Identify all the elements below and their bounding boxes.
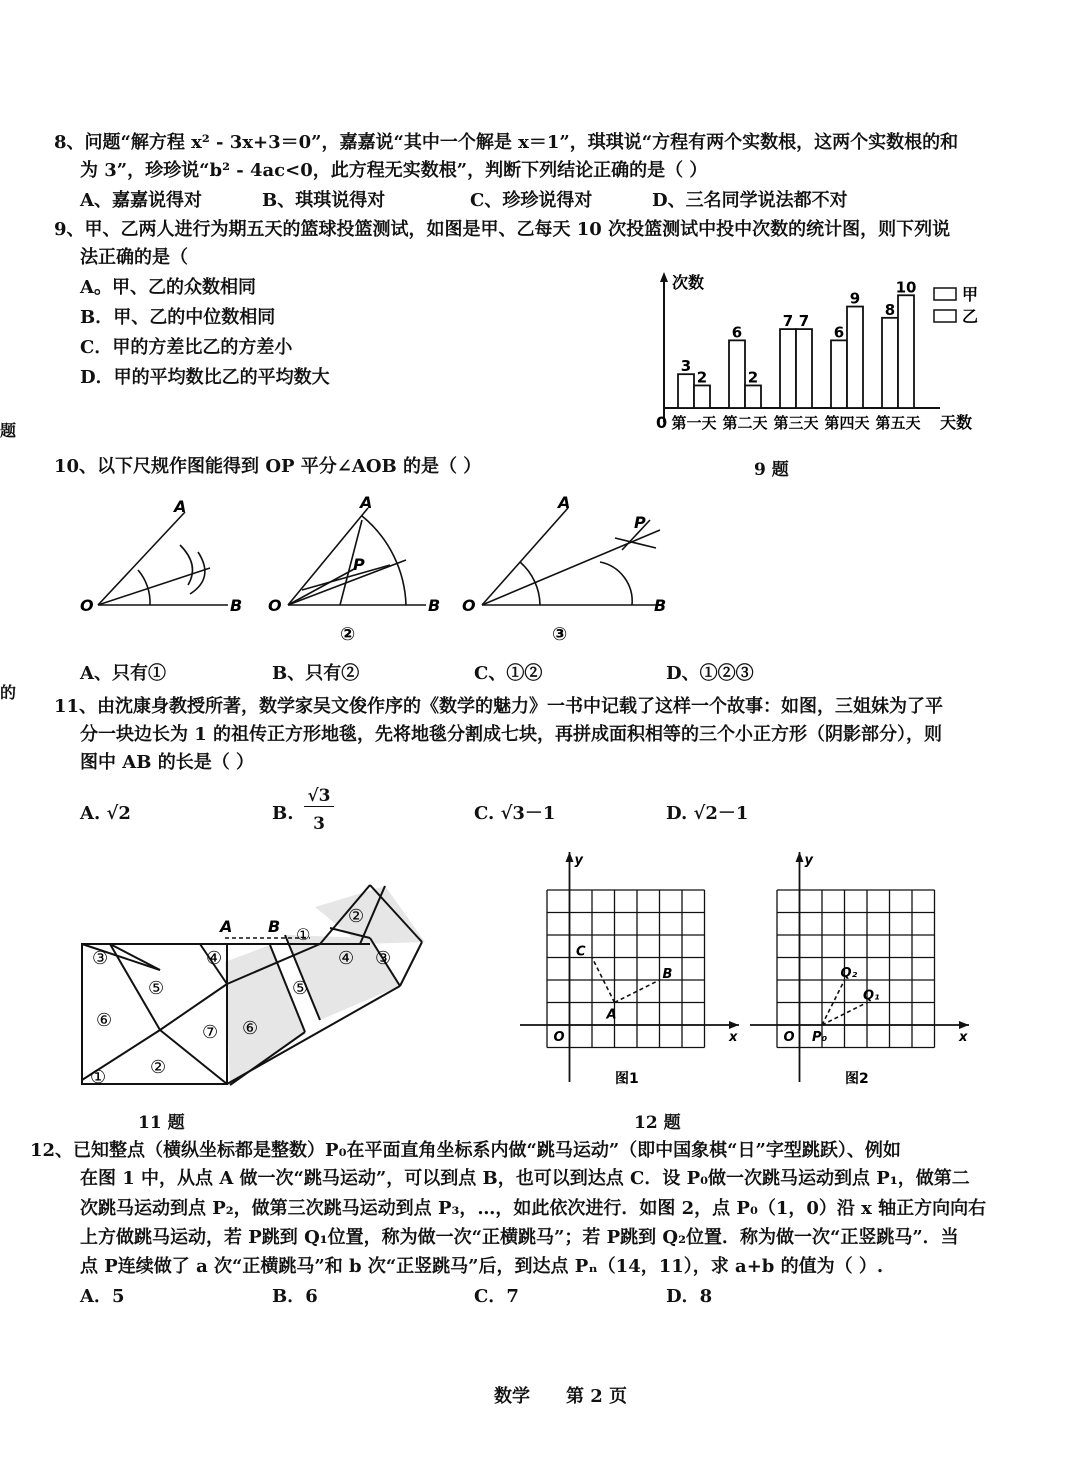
x-axis-label: x [729, 1030, 738, 1045]
bar-yi-4 [847, 307, 863, 408]
x-tick-label: 第四天 [824, 414, 870, 432]
y-axis-label: y [574, 853, 583, 868]
y-axis-arrow [660, 272, 668, 282]
origin-label: 0 [656, 413, 668, 432]
fig2-number: ② [340, 624, 356, 645]
label-b: B [268, 917, 281, 936]
bar-jia-5 [882, 318, 898, 408]
piece-6-right: ⑥ [242, 1018, 259, 1039]
fig2-label-b: B [428, 596, 441, 615]
q9-line1: 9、甲、乙两人进行为期五天的篮球投篮测试，如图是甲、乙每天 10 次投篮测试中投中次数的统计图，则下列说 [54, 219, 951, 240]
piece-5-right: ⑤ [292, 978, 309, 999]
piece-1-left: ① [90, 1067, 107, 1088]
figure-caption: 图2 [845, 1071, 869, 1087]
x-tick-label: 第一天 [671, 414, 717, 432]
q11-option-d: D. √2－1 [666, 803, 749, 824]
legend-swatch-jia [934, 288, 956, 300]
q11-line1: 11、由沈康身教授所著，数学家吴文俊作序的《数学的魅力》一书中记载了这样一个故事：如图，三姐妹为了平 [54, 696, 944, 717]
legend-label-jia: 甲 [962, 285, 979, 304]
q10-figure-1 [98, 512, 228, 605]
q11-caption: 11 题 [138, 1113, 185, 1133]
fig3-number: ③ [552, 624, 568, 645]
q9-option-d: D．甲的平均数比乙的平均数大 [80, 367, 330, 388]
bar-value-label: 6 [731, 323, 743, 342]
origin-label: O [783, 1030, 795, 1045]
q12-line2: 在图 1 中，从点 A 做一次“跳马运动”，可以到点 B，也可以到达点 C．设 P₀做一次跳马运动到点 P₁，做第二 [80, 1168, 970, 1189]
bar-yi-3 [796, 329, 812, 408]
y-axis-arrow [566, 852, 574, 862]
fig1-label-a: A [174, 497, 187, 516]
point-a-label: A [606, 1007, 617, 1023]
fig1-label-b: B [230, 596, 243, 615]
bar-value-label: 6 [833, 323, 845, 342]
bar-value-label: 10 [895, 278, 917, 297]
q12-line1: 12、已知整点（横纵坐标都是整数）P₀在平面直角坐标系内做“跳马运动”（即中国象棋“日”字型跳跃）、例如 [30, 1140, 901, 1161]
bar-value-label: 2 [747, 368, 759, 387]
bar-value-label: 2 [696, 368, 708, 387]
piece-2-left: ② [150, 1057, 167, 1078]
q10-line1: 10、以下尺规作图能得到 OP 平分∠AOB 的是（ ） [54, 456, 482, 477]
point-c-label: C [576, 944, 586, 960]
fig3-label-o: O [462, 596, 476, 615]
q12-line5: 点 P连续做了 a 次“正横跳马”和 b 次“正竖跳马”后，到达点 Pₙ（14，11），求 a+b 的值为（ ）. [80, 1256, 884, 1277]
piece-7: ⑦ [202, 1022, 219, 1043]
q12-line3: 次跳马运动到点 P₂，做第三次跳马运动到点 P₃，…，如此依次进行．如图 2，点 P₀（1，0）沿 x 轴正方向向右 [80, 1198, 987, 1219]
x-axis-arrow [959, 1021, 969, 1029]
margin-mark: 题 [0, 421, 17, 440]
shaded-square-3 [315, 886, 425, 944]
bar-chart [640, 262, 1000, 442]
q11-option-c: C. √3－1 [474, 803, 556, 824]
q10-option-c: C、①② [474, 663, 543, 684]
q12-option-c: C．7 [474, 1286, 519, 1307]
bar-jia-3 [780, 329, 796, 408]
q11-line2: 分一块边长为 1 的祖传正方形地毯，先将地毯分割成七块，再拼成面积相等的三个小正方形（阴影部分），则 [80, 724, 943, 745]
fig2-label-p: P [353, 555, 365, 574]
bar-yi-5 [898, 295, 914, 408]
q8-line1: 8、问题“解方程 x² - 3x+3＝0”，嘉嘉说“其中一个解是 x＝1”，琪琪说“方程有两个实数根，这两个实数根的和 [54, 132, 959, 153]
q8-option-b: B、琪琪说得对 [262, 190, 386, 211]
shaded-square-1 [225, 945, 305, 1085]
q12-figure-2 [745, 848, 975, 1088]
x-axis-arrow [729, 1021, 739, 1029]
q11-figure [70, 880, 440, 1095]
bar-yi-2 [745, 385, 761, 408]
fig3-label-b: B [654, 596, 667, 615]
x-tick-label: 第五天 [875, 414, 921, 432]
q12-figure-1 [515, 848, 745, 1088]
fig2-label-o: O [268, 596, 282, 615]
bar-value-label: 8 [884, 300, 896, 319]
q9-option-c: C．甲的方差比乙的方差小 [80, 337, 293, 358]
y-axis-label: y [804, 853, 813, 868]
point-p0-label: P₀ [812, 1030, 828, 1045]
q9-line2: 法正确的是（ [80, 247, 188, 268]
fig3-label-p: P [634, 513, 646, 532]
legend-label-yi: 乙 [962, 307, 979, 326]
bar-value-label: 7 [782, 312, 794, 331]
piece-4-right: ④ [338, 948, 355, 969]
point-q2-label: Q₂ [840, 966, 858, 981]
q10-option-d: D、①②③ [666, 663, 754, 684]
q8-option-a: A、嘉嘉说得对 [80, 190, 202, 211]
q11-option-b-numerator: √3 [304, 786, 334, 807]
q12-option-d: D．8 [666, 1286, 713, 1307]
bar-value-label: 7 [798, 312, 810, 331]
figure-caption: 图1 [615, 1071, 639, 1087]
piece-1-right: ① [296, 925, 311, 944]
q11-option-a: A. √2 [80, 803, 131, 824]
fig3-label-a: A [558, 493, 571, 512]
x-tick-label: 第二天 [722, 414, 768, 432]
y-axis-label: 次数 [672, 273, 705, 292]
q10-option-b: B、只有② [272, 663, 360, 684]
q12-option-a: A．5 [80, 1286, 125, 1307]
q10-figures [70, 490, 710, 650]
q11-option-b-denominator: 3 [313, 814, 325, 834]
x-tick-label: 第三天 [773, 414, 819, 432]
y-axis-arrow [796, 852, 804, 862]
q9-option-a: A。甲、乙的众数相同 [80, 277, 256, 298]
fig1-label-o: O [80, 596, 94, 615]
piece-5-left: ⑤ [148, 978, 165, 999]
origin-label: O [553, 1030, 565, 1045]
bar-value-label: 3 [680, 357, 692, 376]
q8-option-d: D、三名同学说法都不对 [652, 190, 848, 211]
q12-option-b: B．6 [272, 1286, 318, 1307]
piece-2-right: ② [348, 906, 365, 927]
q9-option-b: B．甲、乙的中位数相同 [80, 307, 276, 328]
q8-option-c: C、珍珍说得对 [470, 190, 593, 211]
q11-line3: 图中 AB 的长是（ ） [80, 752, 254, 773]
label-a: A [220, 917, 233, 936]
piece-4-left: ④ [206, 948, 223, 969]
bar-yi-1 [694, 385, 710, 408]
margin-mark: 的 [0, 683, 17, 702]
q12-caption: 12 题 [634, 1113, 681, 1133]
bar-value-label: 9 [849, 289, 861, 308]
bar-jia-1 [678, 374, 694, 408]
point-b-label: B [662, 967, 673, 982]
bar-jia-2 [729, 340, 745, 408]
q10-option-a: A、只有① [80, 663, 166, 684]
footer-subject: 数学 [494, 1386, 530, 1407]
bar-jia-4 [831, 340, 847, 408]
point-q1-label: Q₁ [863, 988, 880, 1004]
piece-3-right: ③ [375, 948, 392, 969]
fig2-label-a: A [360, 493, 373, 512]
x-axis-label: 天数 [940, 413, 973, 432]
piece-3-left: ③ [92, 948, 109, 969]
q11-option-b-letter: B. [272, 803, 294, 824]
legend-swatch-yi [934, 310, 956, 322]
q9-caption: 9 题 [754, 460, 789, 480]
footer-page: 第 2 页 [566, 1386, 628, 1407]
q8-line2: 为 3”，珍珍说“b² - 4ac<0，此方程无实数根”，判断下列结论正确的是（ ） [80, 160, 708, 181]
piece-6-left: ⑥ [96, 1010, 113, 1031]
q12-line4: 上方做跳马运动，若 P跳到 Q₁位置，称为做一次“正横跳马”；若 P跳到 Q₂位置．称为做一次“正竖跳马”．当 [80, 1227, 959, 1248]
x-axis-label: x [959, 1030, 968, 1045]
